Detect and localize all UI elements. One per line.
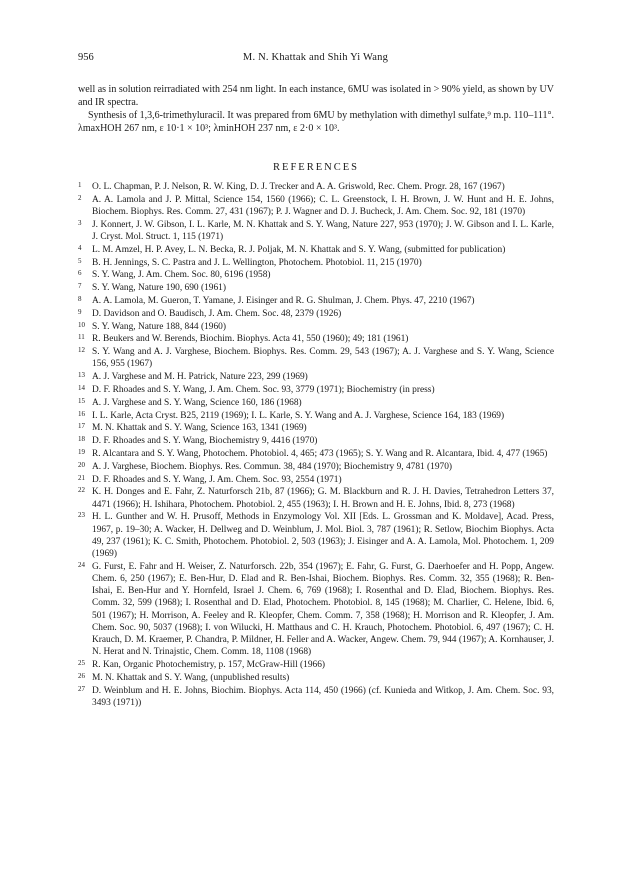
reference-number: 20 [78,460,85,469]
reference-item [78,308,554,320]
reference-text: S. Y. Wang and A. J. Varghese, Biochem. Biophys. Res. Comm. 29, 543 (1967); A. J. Varghese and S. Y. Wang, Science 156, 955 (1967) [92,347,554,370]
reference-number: 17 [78,422,85,431]
reference-number: 11 [78,333,85,342]
reference-number: 24 [78,560,85,569]
body-text [78,83,554,135]
reference-text: S. Y. Wang, J. Am. Chem. Soc. 80, 6196 (1958) [92,270,271,281]
reference-text: M. N. Khattak and S. Y. Wang, (unpublished results) [92,672,290,683]
reference-number: 9 [78,307,82,316]
reference-number: 1 [78,181,82,189]
page-number: 956 [78,52,94,63]
reference-item [78,461,554,473]
reference-text: D. F. Rhoades and S. Y. Wang, J. Am. Chem. Soc. 93, 2554 (1971) [92,474,342,485]
reference-number: 16 [78,409,85,418]
reference-text: O. L. Chapman, P. J. Nelson, R. W. King, D. J. Trecker and A. A. Griswold, Rec. Chem. Progr. 28, 167 (1967) [92,182,505,192]
reference-text: B. H. Jennings, S. C. Pastra and J. L. Wellington, Photochem. Photobiol. 11, 215 (1970) [92,257,422,268]
reference-number: 12 [78,346,85,355]
reference-number: 22 [78,486,85,495]
reference-item [78,397,554,409]
reference-text: A. J. Varghese and S. Y. Wang, Science 160, 186 (1968) [92,397,302,408]
reference-item [78,194,554,218]
reference-number: 19 [78,447,85,456]
running-head: M. N. Khattak and Shih Yi Wang [242,52,389,63]
reference-number: 25 [78,658,85,667]
reference-item [78,685,554,709]
reference-item [78,384,554,396]
reference-item [78,295,554,307]
reference-number: 7 [78,282,82,291]
reference-item [78,219,554,243]
page-header [78,52,553,66]
reference-text: D. Davidson and O. Baudisch, J. Am. Chem. Soc. 48, 2379 (1926) [92,308,342,319]
reference-item [78,672,554,684]
reference-item [78,333,554,345]
reference-item [78,321,554,333]
reference-number: 6 [78,269,82,278]
reference-item [78,474,554,486]
reference-number: 3 [78,218,82,227]
references-heading: REFERENCES [273,162,359,173]
reference-text: R. Kan, Organic Photochemistry, p. 157, McGraw-Hill (1966) [92,659,326,670]
reference-item [78,435,554,447]
reference-number: 23 [78,511,85,520]
reference-text: A. J. Varghese and M. H. Patrick, Nature 223, 299 (1969) [92,372,308,383]
body-paragraph: well as in solution reirradiated with 254 nm light. In each instance, 6MU was isolated in > 90% yield, as shown by UV and IR spectra. [78,84,554,108]
reference-text: D. F. Rhoades and S. Y. Wang, Biochemistry 9, 4416 (1970) [92,436,318,447]
reference-number: 27 [78,684,85,693]
reference-text: M. N. Khattak and S. Y. Wang, Science 163, 1341 (1969) [92,423,307,434]
reference-text: A. A. Lamola, M. Gueron, T. Yamane, J. Eisinger and R. G. Shulman, J. Chem. Phys. 47, 2210 (1967) [92,295,475,306]
reference-item [78,511,554,560]
reference-item [78,448,554,460]
reference-item [78,257,554,269]
reference-number: 14 [78,383,85,392]
reference-text: S. Y. Wang, Nature 190, 690 (1961) [92,283,226,294]
reference-item [78,371,554,383]
reference-text: R. Beukers and W. Berends, Biochim. Biophys. Acta 41, 550 (1960); 49; 181 (1961) [92,334,409,345]
reference-item [78,269,554,281]
reference-number: 18 [78,435,85,444]
reference-number: 26 [78,671,85,680]
reference-number: 13 [78,371,85,380]
reference-text: D. F. Rhoades and S. Y. Wang, J. Am. Chem. Soc. 93, 3779 (1971); Biochemistry (in press) [92,384,435,395]
reference-text: J. Konnert, J. W. Gibson, I. L. Karle, M. N. Khattak and S. Y. Wang, Nature 227, 953 (1970); J. W. Gibson and I. L. Karle, J. Cryst. Mol. Struct. 1, 115 (1971) [92,219,554,242]
reference-number: 5 [78,256,82,265]
reference-item [78,561,554,659]
reference-item [78,244,554,256]
reference-text: I. L. Karle, Acta Cryst. B25, 2119 (1969); I. L. Karle, S. Y. Wang and A. J. Varghese, Science 164, 183 (1969) [92,410,505,421]
reference-text: S. Y. Wang, Nature 188, 844 (1960) [92,321,226,332]
reference-text: K. H. Donges and E. Fahr, Z. Naturforsch 21b, 87 (1966); G. M. Blackburn and R. J. H. Davies, Tetrahedron Letters 37, 4471 (1966); H. Ishihara, Photochem. Photobiol. 2, 455 (1963); I. H. Brown and H. E. Johns, Ibid. 8, 273 (1968) [92,487,554,510]
reference-item [78,282,554,294]
reference-number: 21 [78,473,85,482]
reference-item [78,486,554,510]
reference-number: 8 [78,294,82,303]
reference-item [78,659,554,671]
reference-item [78,181,554,193]
reference-item [78,346,554,370]
reference-text: L. M. Amzel, H. P. Avey, L. N. Becka, R. J. Poljak, M. N. Khattak and S. Y. Wang, (submitted for publication) [92,244,506,255]
reference-number: 15 [78,396,85,405]
reference-text: G. Furst, E. Fahr and H. Weiser, Z. Naturforsch. 22b, 354 (1967); E. Fahr, G. Furst, G. Daerhoefer and H. Popp, Angew. Chem. 6, 250 (1967); E. Ben-Hur, D. Elad and R. Ben-Ishai, Biochem. Biophys. Res. Comm. 32, 355 (1968); R. Ben-Ishai, E. Ben-Hur and Y. Hornfeld, Israel J. Chem. 6, 769 (1968); I. Rosenthal and D. Elad, Biochem. Biophys. Res. Comm. 32, 599 (1968); I. Rosenthal and D. Elad, Photochem. Photobiol. 8, 145 (1968); M. Charlier, C. Helene, Ibid. 6, 501 (1967); H. Morrison, A. Feeley and R. Kleopfer, Chem. Comm. 7, 358 (1968); H. Morrison and R. Kleopfer, J. Am. Chem. Soc. 90, 5037 (1968); I. von Wilucki, H. Matthaus and C. H. Krauch, Photochem. Photobiol. 6, 497 (1967); C. H. Krauch, D. M. Kraemer, P. Chandra, P. Mildner, H. Feller and A. Wacker, Angew. Chem. 79, 944 (1967); A. Kornhauser, J. N. Herat and N. Trinajstic, Chem. Comm. 18, 1108 (1968) [92,561,554,658]
reference-number: 10 [78,320,85,329]
reference-text: A. J. Varghese, Biochem. Biophys. Res. Commun. 38, 484 (1970); Biochemistry 9, 4781 (1970) [92,461,453,472]
reference-text: D. Weinblum and H. E. Johns, Biochim. Biophys. Acta 114, 450 (1966) (cf. Kunieda and Witkop, J. Am. Chem. Soc. 93, 3493 (1971)) [92,685,554,708]
synthesis-paragraph: Synthesis of 1,3,6-trimethyluracil. It was prepared from 6MU by methylation with dimethyl sulfate,⁹ m.p. 110–111°. λmaxHOH 267 nm, ε 10·1 × 10³; λminHOH 237 nm, ε 2·0 × 10³. [78,110,555,134]
reference-text: A. A. Lamola and J. P. Mittal, Science 154, 1560 (1966); C. L. Greenstock, I. H. Brown, J. W. Hunt and H. E. Johns, Biochem. Biophys. Res. Comm. 27, 431 (1967); P. J. Wagner and D. J. Bucheck, J. Am. Chem. Soc. 92, 181 (1970) [92,194,554,217]
reference-number: 4 [78,243,82,252]
reference-list [78,181,554,710]
reference-item [78,410,554,422]
reference-text: H. L. Gunther and W. H. Prusoff, Methods in Enzymology Vol. XII [Eds. L. Grossman and K. Moldave], Acad. Press, 1967, p. 19–30; A. Wacker, H. Dellweg and D. Weinblum, J. Mol. Biol. 3, 787 (1961); R. Setlow, Biochim Biophys. Acta 49, 237 (1961); K. C. Smith, Photochem. Photobiol. 2, 503 (1963); J. Eisinger and A. A. Lamola, Mol. Photochem. 1, 209 (1969) [92,512,554,559]
reference-number: 2 [78,193,82,202]
reference-item [78,422,554,434]
reference-text: R. Alcantara and S. Y. Wang, Photochem. Photobiol. 4, 465; 473 (1965); S. Y. Wang and R. Alcantara, Ibid. 4, 477 (1965) [92,448,548,459]
